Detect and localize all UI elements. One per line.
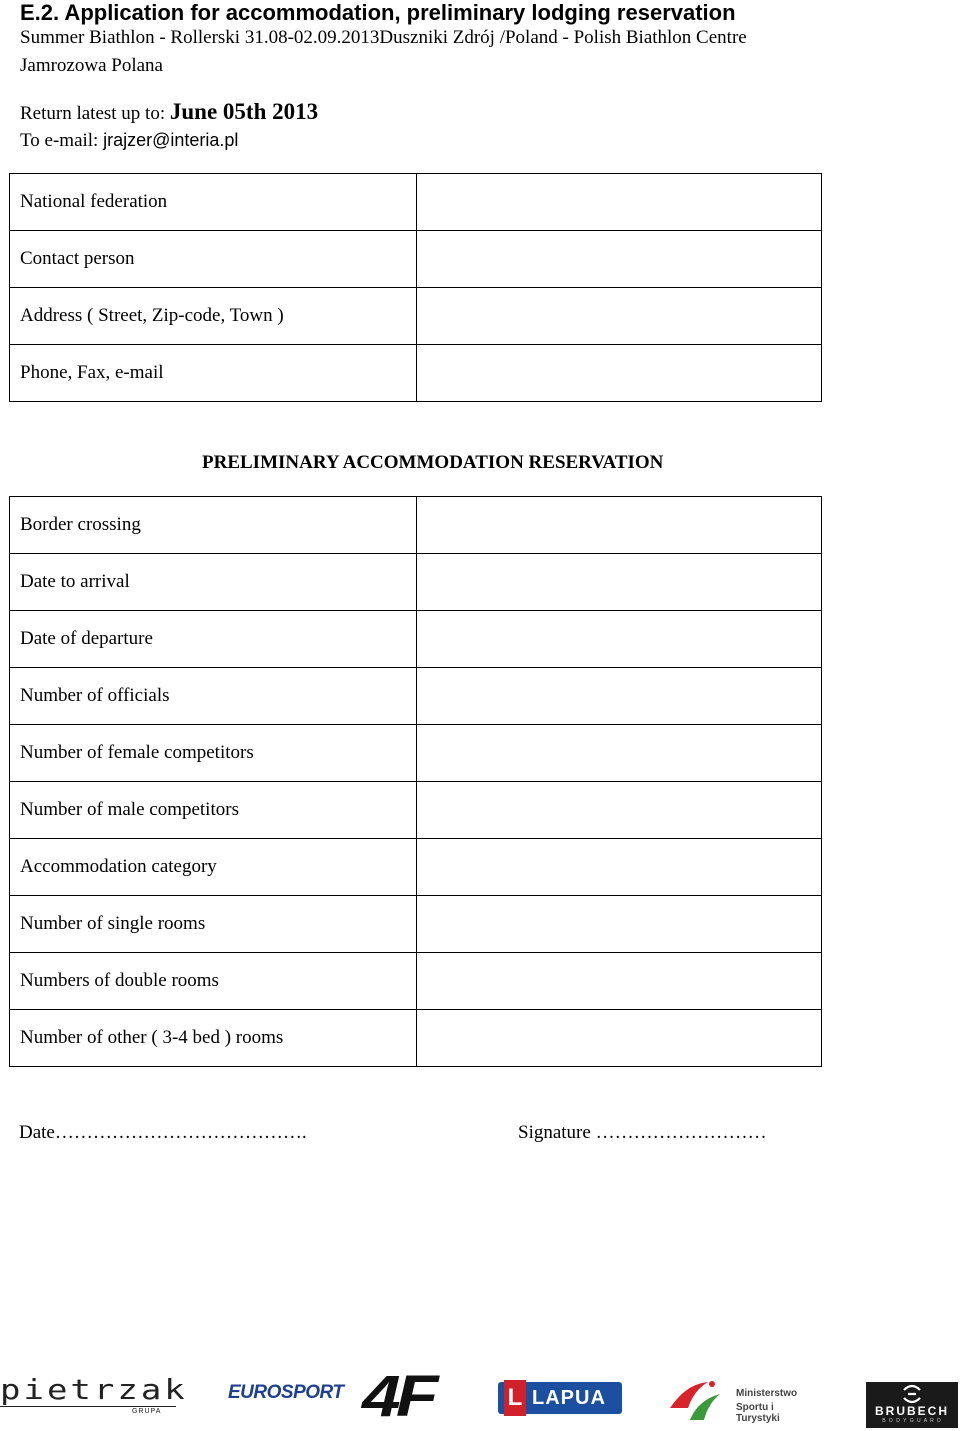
row-label: Number of other ( 3-4 bed ) rooms <box>10 1010 417 1067</box>
sponsor-logos <box>0 1360 960 1430</box>
lapua-letter: L <box>504 1380 526 1416</box>
return-prefix: Return latest up to: <box>20 103 170 124</box>
row-label: Date of departure <box>10 611 417 668</box>
pietrzak-wordmark: pietrzak <box>0 1374 188 1406</box>
return-date: June 05th 2013 <box>169 99 319 124</box>
reservation-table <box>9 496 822 1067</box>
table-row <box>10 1010 822 1067</box>
male-competitors-field[interactable] <box>417 782 822 839</box>
ministry-line-1: Ministerstwo <box>736 1388 798 1399</box>
officials-count-field[interactable] <box>417 668 822 725</box>
brubech-wordmark: BRUBECH <box>875 1404 949 1418</box>
table-row <box>10 896 822 953</box>
federation-table <box>9 173 822 402</box>
row-label: Numbers of double rooms <box>10 953 417 1010</box>
eurosport-wordmark: EUROSPORT <box>228 1382 344 1403</box>
return-deadline <box>20 100 318 126</box>
phone-fax-email-field[interactable] <box>417 345 822 402</box>
brubech-emblem-icon <box>900 1384 924 1404</box>
eurosport-logo <box>228 1382 344 1404</box>
double-rooms-field[interactable] <box>417 953 822 1010</box>
table-row <box>10 288 822 345</box>
table-row <box>10 611 822 668</box>
email-prefix: To e-mail: <box>20 130 104 151</box>
table-row <box>10 782 822 839</box>
row-label: Date to arrival <box>10 554 417 611</box>
event-line: Summer Biathlon - Rollerski 31.08-02.09.2013Duszniki Zdrój /Poland - Polish Biathlon Centre <box>20 27 747 48</box>
venue-line: Jamrozowa Polana <box>20 55 163 76</box>
row-label: Border crossing <box>10 497 417 554</box>
table-row <box>10 839 822 896</box>
brubech-subtitle: B O D Y G U A R D <box>882 1418 942 1424</box>
row-label: Address ( Street, Zip-code, Town ) <box>10 288 417 345</box>
email-address[interactable]: jrajzer@interia.pl <box>103 130 239 150</box>
lapua-logo <box>498 1382 622 1418</box>
national-federation-field[interactable] <box>417 174 822 231</box>
fourf-wordmark: 4F <box>362 1364 434 1429</box>
address-field[interactable] <box>417 288 822 345</box>
table-row <box>10 725 822 782</box>
brubech-logo <box>866 1382 958 1428</box>
row-label: Phone, Fax, e-mail <box>10 345 417 402</box>
row-label: Contact person <box>10 231 417 288</box>
table-row <box>10 497 822 554</box>
lapua-wordmark: LAPUA <box>532 1387 606 1409</box>
other-rooms-field[interactable] <box>417 1010 822 1067</box>
row-label: Number of officials <box>10 668 417 725</box>
table-row <box>10 554 822 611</box>
date-signature-line[interactable]: Date…………………………………. <box>19 1122 307 1143</box>
pietrzak-subtitle: GRUPA <box>132 1408 162 1415</box>
pietrzak-underline <box>0 1406 176 1407</box>
ministry-swoosh-icon <box>668 1378 726 1424</box>
row-label: Number of female competitors <box>10 725 417 782</box>
table-row <box>10 345 822 402</box>
ministry-logo <box>668 1378 818 1424</box>
reservation-heading: PRELIMINARY ACCOMMODATION RESERVATION <box>202 452 664 473</box>
table-row <box>10 174 822 231</box>
single-rooms-field[interactable] <box>417 896 822 953</box>
departure-date-field[interactable] <box>417 611 822 668</box>
table-row <box>10 668 822 725</box>
email-line <box>20 128 238 153</box>
row-label: National federation <box>10 174 417 231</box>
ministry-line-2: Sportu i Turystyki <box>736 1402 780 1424</box>
row-label: Number of male competitors <box>10 782 417 839</box>
form-title: E.2. Application for accommodation, preliminary lodging reservation <box>20 0 736 25</box>
table-row <box>10 231 822 288</box>
row-label: Number of single rooms <box>10 896 417 953</box>
accommodation-category-field[interactable] <box>417 839 822 896</box>
fourf-logo <box>362 1364 466 1429</box>
border-crossing-field[interactable] <box>417 497 822 554</box>
row-label: Accommodation category <box>10 839 417 896</box>
signature-line[interactable]: Signature ……………………… <box>518 1122 767 1143</box>
contact-person-field[interactable] <box>417 231 822 288</box>
table-row <box>10 953 822 1010</box>
female-competitors-field[interactable] <box>417 725 822 782</box>
arrival-date-field[interactable] <box>417 554 822 611</box>
pietrzak-logo <box>0 1374 188 1418</box>
